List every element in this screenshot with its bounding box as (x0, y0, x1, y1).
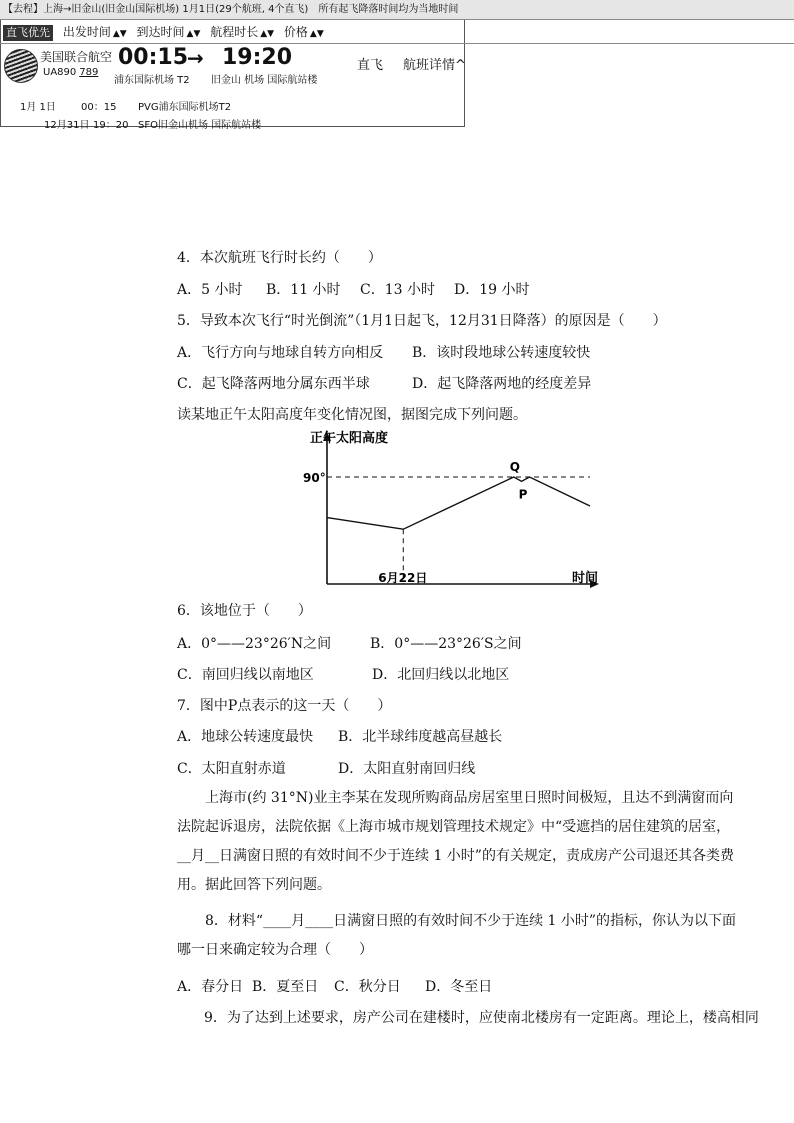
sort-departure-button[interactable] (63, 21, 127, 45)
q4-option-d: D．19 小时 (454, 282, 530, 298)
point-label-p: P (518, 487, 528, 502)
airline-name: 美国联合航空 (40, 50, 113, 64)
y-axis-label: 正午太阳高度 (310, 431, 389, 446)
q5-option-c: C．起飞降落两地分属东西半球 (177, 376, 370, 392)
q7-option-c: C．太阳直射赤道 (177, 761, 286, 777)
sort-icon: ▲▼ (112, 29, 127, 39)
q8-option-a: A．春分日 (177, 979, 244, 995)
airline-logo-icon (4, 49, 38, 83)
q6-option-c: C．南回归线以南地区 (177, 667, 314, 683)
flight-code: UA890 (43, 67, 77, 78)
question-8-stem: 8．材料“____月____日满窗日照的有效时间不少于连续 1 小时”的指标，你认为以下面哪一日来确定较为合理（ ） (177, 913, 737, 958)
sort-bar (0, 21, 794, 44)
q5-option-b: B．该时段地球公转速度较快 (412, 345, 591, 361)
q4-option-b: B．11 小时 (266, 282, 341, 298)
sort-label: 出发时间 (62, 25, 111, 39)
q6-option-d: D．北回归线以北地区 (372, 667, 510, 683)
flight-number (43, 67, 98, 78)
segment-airport: PVG浦东国际机场T2 (138, 102, 232, 113)
q6-option-b: B．0°——23°26′S之间 (370, 636, 522, 652)
q8-option-d: D．冬至日 (425, 979, 493, 995)
arrival-airport: 旧金山 机场 国际航站楼 (211, 75, 318, 86)
sort-duration-button[interactable] (210, 21, 274, 45)
series-line (327, 477, 590, 529)
q8-option-c: C．秋分日 (334, 979, 401, 995)
q8-option-b: B．夏至日 (252, 979, 319, 995)
q4-option-c: C．13 小时 (360, 282, 435, 298)
sort-price-button[interactable] (284, 21, 324, 45)
segment-date: 12月31日 (44, 120, 90, 131)
segment-date: 1月 1日 (20, 102, 56, 113)
question-7-stem: 7．图中P点表示的这一天（ ） (177, 698, 392, 714)
question-6-stem: 6．该地位于（ ） (177, 603, 312, 619)
question-5-stem: 5．导致本次飞行“时光倒流”（1月1日起飞，12月31日降落）的原因是（ ） (177, 313, 667, 329)
q7-option-d: D．太阳直射南回归线 (338, 761, 476, 777)
question-4-stem: 4．本次航班飞行时长约（ ） (177, 250, 382, 266)
q5-option-d: D．起飞降落两地的经度差异 (412, 376, 592, 392)
q7-option-a: A．地球公转速度最快 (177, 729, 314, 745)
sort-icon: ▲▼ (186, 29, 201, 39)
question-9-stem: 9．为了达到上述要求，房产公司在建楼时，应使南北楼房有一定距离。理论上，楼高相同 (204, 1010, 759, 1026)
point-label-q: Q (509, 460, 520, 474)
material-paragraph: 上海市(约 31°N)业主李某在发现所购商品房居室里日照时间极短，且达不到满窗而向法院起诉退房，法院依据《上海市城市规划管理技术规定》中“受遮挡的居住建筑的居室，__月__日满窗日照的有效时间不少于连续 1 小时”的有关规定，责成房产公司退还其各类费用。据此回答下列问题。 (177, 790, 734, 893)
x-axis-label: 时间 (572, 571, 599, 586)
solar-altitude-chart (290, 424, 610, 594)
y-tick-90: 90° (303, 471, 326, 485)
segment-time: 00：15 (81, 102, 117, 113)
arrow-right-icon: → (187, 46, 204, 70)
q4-option-a: A．5 小时 (177, 282, 243, 298)
chart-intro: 读某地正午太阳高度年变化情况图，据图完成下列问题。 (177, 407, 527, 423)
departure-time: 00:15 (118, 45, 189, 70)
segment-time: 19：20 (93, 120, 129, 131)
arrival-time: 19:20 (222, 45, 293, 70)
x-tick-june22: 6月22日 (378, 571, 428, 585)
sort-icon: ▲▼ (309, 29, 324, 39)
q6-option-a: A．0°——23°26′N之间 (177, 636, 332, 652)
aircraft-type[interactable]: 789 (79, 67, 99, 78)
q5-option-a: A．飞行方向与地球自转方向相反 (177, 345, 384, 361)
flight-card (0, 0, 466, 131)
flight-row[interactable] (0, 44, 794, 131)
flight-search-header: 【去程】上海→旧金山(旧金山国际机场) 1月1日(29个航班, 4个直飞) 所有起飞降落时间均为当地时间 (0, 0, 794, 20)
departure-airport: 浦东国际机场 T2 (114, 75, 190, 86)
sort-label: 到达时间 (136, 25, 185, 39)
q7-option-b: B．北半球纬度越高昼越长 (338, 729, 503, 745)
flight-details-link[interactable]: 航班详情^ (403, 58, 466, 73)
segment-airport: SFO旧金山机场 国际航站楼 (138, 120, 262, 131)
direct-first-button[interactable]: 直飞优先 (3, 25, 53, 41)
sort-label: 航程时长 (210, 25, 259, 39)
nonstop-label: 直飞 (357, 58, 384, 73)
sort-arrival-button[interactable] (137, 21, 201, 45)
sort-label: 价格 (283, 25, 308, 39)
sort-icon: ▲▼ (260, 29, 275, 39)
